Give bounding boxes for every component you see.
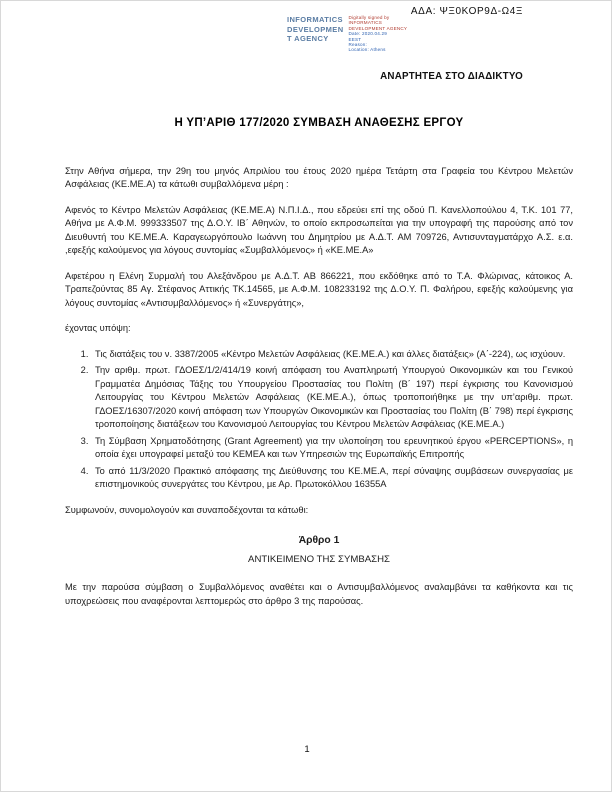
- signature-details: [349, 15, 411, 53]
- document-title: Η ΥΠ’ΑΡΙΘ 177/2020 ΣΥΜΒΑΣΗ ΑΝΑΘΕΣΗΣ ΕΡΓΟΥ: [174, 117, 464, 129]
- list-item: 2. Την αριθμ. πρωτ. ΓΔΟΕΣ/1/2/414/19 κοινή απόφαση του Αναπληρωτή Υπουργού Οικονομικών και του Γενικού Γραμματέα Δημόσιας Τάξης του Υπουργείου Προστασίας του Πολίτη (Β΄ 197) περί έγκρισης του Κανονισμού Λειτουργίας του Κέντρου Μελετών Ασφάλειας (ΚΕ.ΜΕ.Α.), όπως τροποποιήθηκε με την υπ’αριθμ. πρωτ. ΓΔΟΕΣ/16307/2020 κοινή απόφαση των Υπουργών Οικονομικών και Προστασίας του Πολίτη (Β΄ 798) περί έγκρισης τροποποίησης διατάξεων του Κανονισμού Λειτουργίας του Κέντρου Μελετών Ασφάλειας (ΚΕ.ΜΕ.Α.): [91, 364, 573, 432]
- posting-notice: ΑΝΑΡΤΗΤΕΑ ΣΤΟ ΔΙΑΔΙΚΤΥΟ: [380, 71, 523, 82]
- list-item: 1. Τις διατάξεις του ν. 3387/2005 «Κέντρο Μελετών Ασφάλειας (ΚΕ.ΜΕ.Α.) και άλλες διατάξεις» (Α΄-224), ως ισχύουν.: [91, 348, 573, 362]
- signature-line: Date: 2020.04.29: [348, 31, 387, 37]
- party-b-paragraph: Αφετέρου η Ελένη Συρμαλή του Αλεξάνδρου με Α.Δ.Τ. ΑΒ 866221, που εκδόθηκε από το Τ.Α. Φλώρινας, κάτοικος Α. Τραπεζούντας 85 Αγ. Στέφανος Αττικής ΤΚ.14565, με Α.Φ.Μ. 108233192 της Δ.Ο.Υ. Π. Φαλήρου, εφεξής καλούμενης για λόγους συντομίας «Αντισυμβαλλόμενος» ή «Συνεργάτης»,: [65, 270, 573, 308]
- article-title: ΑΝΤΙΚΕΙΜΕΝΟ ΤΗΣ ΣΥΜΒΑΣΗΣ: [248, 553, 390, 565]
- intro-paragraph: Στην Αθήνα σήμερα, την 29η του μηνός Απριλίου του έτους 2020 ημέρα Τετάρτη στα Γραφεία του Κέντρου Μελετών Ασφάλειας (ΚΕ.ΜΕ.Α) τα κάτωθι συμβαλλόμενα μέρη :: [65, 165, 573, 189]
- legal-basis-list: [65, 348, 573, 492]
- signature-line: EEST: [348, 36, 362, 42]
- signature-line: DEVELOPMENT AGENCY: [348, 25, 408, 31]
- signature-line: INFORMATICS: [348, 20, 383, 26]
- having-regard-line: έχοντας υπόψη:: [65, 323, 131, 333]
- document-body: [65, 117, 573, 620]
- page-number: 1: [304, 744, 310, 755]
- agency-name-line: DEVELOPMEN: [287, 24, 344, 34]
- signature-line: Digitally signed by: [348, 15, 390, 20]
- agency-name: [287, 15, 344, 44]
- list-item: 4. Το από 11/3/2020 Πρακτικό απόφασης της Διεύθυνσης του ΚΕ.ΜΕ.Α, περί σύναψης συμβάσεων συνεργασίας με επιστημονικούς συνεργάτες του Κέντρου, με Αρ. Πρωτοκόλλου 16355Α: [91, 465, 573, 492]
- signature-line: Reason:: [348, 42, 368, 48]
- digital-signature-stamp: [287, 15, 411, 53]
- article-text: Με την παρούσα σύμβαση ο Συμβαλλόμενος αναθέτει και ο Αντισυμβαλλόμενος αναλαμβάνει τα καθήκοντα και τις υποχρεώσεις που αναφέρονται λεπτομερώς στο άρθρο 3 της παρούσας.: [65, 582, 573, 606]
- agreement-clause: Συμφωνούν, συνομολογούν και συναποδέχονται τα κάτωθι:: [65, 504, 309, 515]
- list-item: 3. Τη Σύμβαση Χρηματοδότησης (Grant Agreement) για την υλοποίηση του ερευνητικού έργου «PERCEPTIONS», η οποία έχει υπογραφεί μεταξύ του ΚΕΜΕΑ και των Υπηρεσιών της Ευρωπαϊκής Επιτροπής: [91, 435, 573, 462]
- party-a-paragraph: Αφενός το Κέντρο Μελετών Ασφάλειας (ΚΕ.ΜΕ.Α) Ν.Π.Ι.Δ., που εδρεύει επί της οδού Π. Κανελλοπούλου 4, Τ.Κ. 101 77, Αθήνα με Α.Φ.Μ. 999333507 της Δ.Ο.Υ. ΙΒ΄ Αθηνών, το οποίο εκπροσωπείται για την υπογραφή της παρούσης από τον Διευθυντή του ΚΕ.ΜΕ.Α. Καραγεωργόπουλο Ιωάννη του Δημητρίου με Α.Δ.Τ. ΑΜ 709726, Αντισυνταγματάρχο Α.Σ. ε.α. ,εφεξής καλούμενος για λόγους συντομίας «Συμβαλλόμενος» ή «ΚΕ.ΜΕ.Α»: [65, 204, 573, 255]
- ada-code: ΑΔΑ: ΨΞ0ΚΟΡ9Δ-Ω4Ξ: [410, 6, 523, 17]
- agency-name-line: T AGENCY: [287, 34, 329, 43]
- agency-name-line: INFORMATICS: [287, 15, 343, 24]
- signature-line: Location: Athens: [348, 47, 386, 53]
- article-number: Άρθρο 1: [298, 535, 340, 546]
